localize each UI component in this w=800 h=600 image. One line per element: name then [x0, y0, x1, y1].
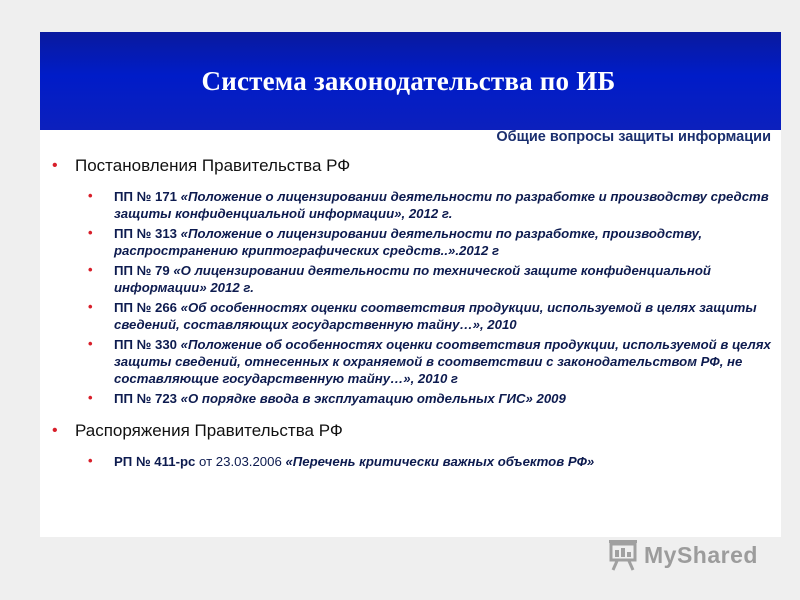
watermark-text: MyShared: [644, 541, 758, 568]
item-number: ПП № 171: [114, 189, 177, 204]
presentation-board-icon: [606, 538, 640, 572]
item-text: «Перечень критически важных объектов РФ»: [285, 454, 595, 469]
group-orders: [40, 421, 781, 470]
list-item: [40, 299, 781, 333]
watermark-logo: [606, 538, 758, 572]
bullet-icon: •: [52, 422, 58, 439]
slide-content: [40, 156, 781, 473]
bullet-icon: •: [52, 157, 58, 174]
item-number: ПП № 79: [114, 263, 170, 278]
slide: [40, 32, 781, 537]
slide-title: Система законодательства по ИБ: [201, 65, 616, 96]
bullet-icon: •: [88, 225, 93, 240]
group-heading: [40, 156, 781, 176]
item-text: «О порядке ввода в эксплуатацию отдельных ГИС» 2009: [180, 391, 566, 406]
decree-list: [40, 188, 781, 407]
item-number: ПП № 723: [114, 391, 177, 406]
slide-subtitle: Общие вопросы защиты информации: [496, 129, 771, 145]
group-heading: [40, 421, 781, 441]
list-item: [40, 225, 781, 259]
list-item: [40, 188, 781, 222]
item-text: «Об особенностях оценки соответствия продукции, используемой в целях защиты сведений, составляющих государственную тайну…», 2010: [114, 300, 757, 332]
bullet-icon: •: [88, 299, 93, 314]
item-text: «Положение об особенностях оценки соответствия продукции, используемой в целях защиты сведений, отнесенных к охраняемой в соответствии с законодательством РФ, не составляющие государственную тайну…», 2010 г: [114, 337, 771, 386]
list-item: [40, 390, 781, 407]
item-number: ПП № 313: [114, 226, 177, 241]
list-item: [40, 453, 781, 470]
bullet-icon: •: [88, 188, 93, 203]
group-heading-text: Постановления Правительства РФ: [75, 156, 351, 175]
bullet-icon: •: [88, 336, 93, 351]
item-date: от 23.03.2006: [199, 454, 282, 469]
item-text: «О лицензировании деятельности по технической защите конфиденциальной информации» 2012 г.: [114, 263, 711, 295]
item-number: РП № 411-рс: [114, 454, 196, 469]
order-list: [40, 453, 781, 470]
bullet-icon: •: [88, 453, 93, 468]
group-decrees: [40, 156, 781, 407]
item-text: «Положение о лицензировании деятельности по разработке, производству, распространению криптографических средств..».2012 г: [114, 226, 703, 258]
item-number: ПП № 266: [114, 300, 177, 315]
item-text: «Положение о лицензировании деятельности по разработке и производству средств защиты конфиденциальной информации», 2012 г.: [114, 189, 769, 221]
bullet-icon: •: [88, 390, 93, 405]
list-item: [40, 336, 781, 387]
bullet-icon: •: [88, 262, 93, 277]
title-banner: [40, 32, 781, 130]
group-heading-text: Распоряжения Правительства РФ: [75, 421, 343, 440]
list-item: [40, 262, 781, 296]
item-number: ПП № 330: [114, 337, 177, 352]
